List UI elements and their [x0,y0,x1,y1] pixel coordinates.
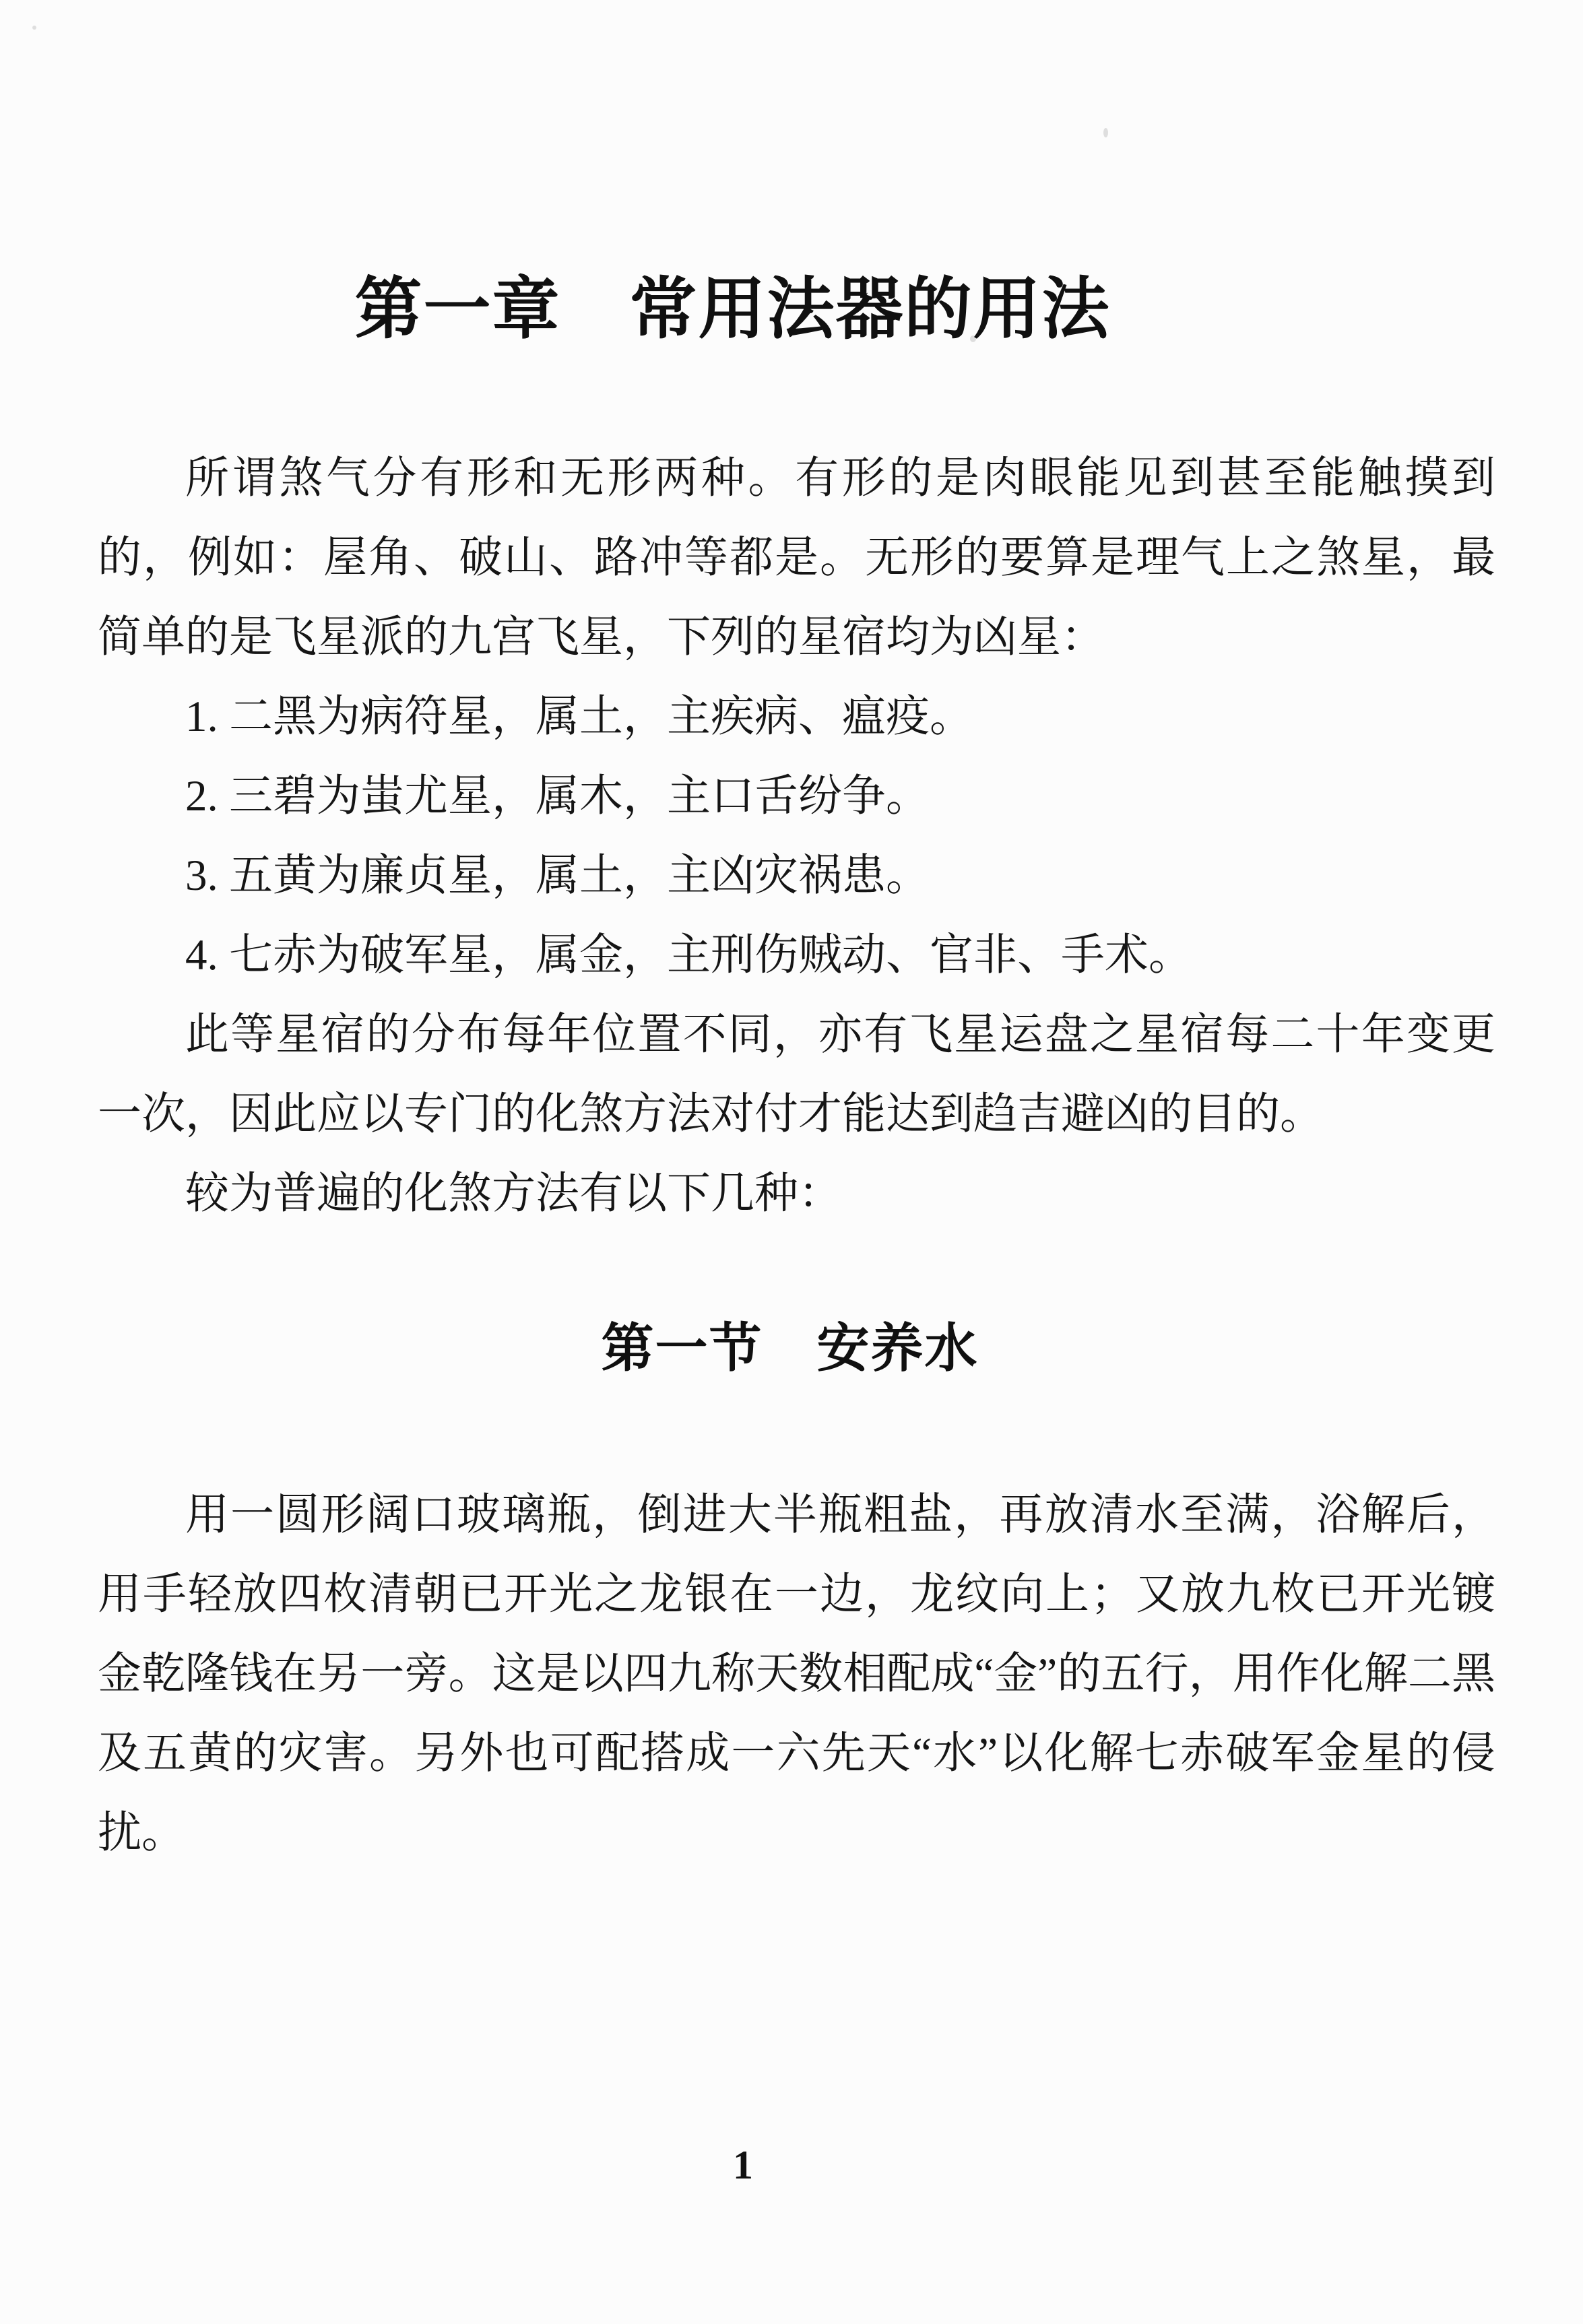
paragraph-intro: 所谓煞气分有形和无形两种。有形的是肉眼能见到甚至能触摸到的，例如：屋角、破山、路冲等都是。无形的要算是理气上之煞星，最简单的是飞星派的九宫飞星，下列的星宿均为凶星： [98,454,1495,661]
scan-speck [32,26,36,30]
chapter-body [98,439,1495,1233]
list-item-2: 2. 三碧为蚩尤星，属木，主口舌纷争。 [185,772,930,820]
paragraph-stars-distribution: 此等星宿的分布每年位置不同，亦有飞星运盘之星宿每二十年变更一次，因此应以专门的化煞方法对付才能达到趋吉避凶的目的。 [98,1010,1495,1138]
section-body [98,1475,1495,1873]
list-item-3: 3. 五黄为廉贞星，属土，主凶灾祸患。 [185,851,930,900]
section-title: 第一节 安养水 [601,1318,979,1378]
list-item-4: 4. 七赤为破军星，属金，主刑伤贼动、官非、手术。 [185,931,1193,979]
paragraph-methods-lead-in: 较为普遍的化煞方法有以下几种： [185,1169,843,1218]
paragraph-anyangshui: 用一圆形阔口玻璃瓶，倒进大半瓶粗盐，再放清水至满，浴解后，用手轻放四枚清朝已开光之龙银在一边，龙纹向上；又放九枚已开光镀金乾隆钱在另一旁。这是以四九称天数相配成“金”的五行，用作化解二黑及五黄的灾害。另外也可配搭成一六先天“水”以化解七赤破军金星的侵扰。 [98,1490,1495,1857]
scan-speck [1103,128,1108,137]
chapter-title: 第一章 常用法器的用法 [354,271,1111,347]
page-number: 1 [733,2143,753,2187]
list-item-1: 1. 二黑为病符星，属土，主疾病、瘟疫。 [185,692,974,741]
